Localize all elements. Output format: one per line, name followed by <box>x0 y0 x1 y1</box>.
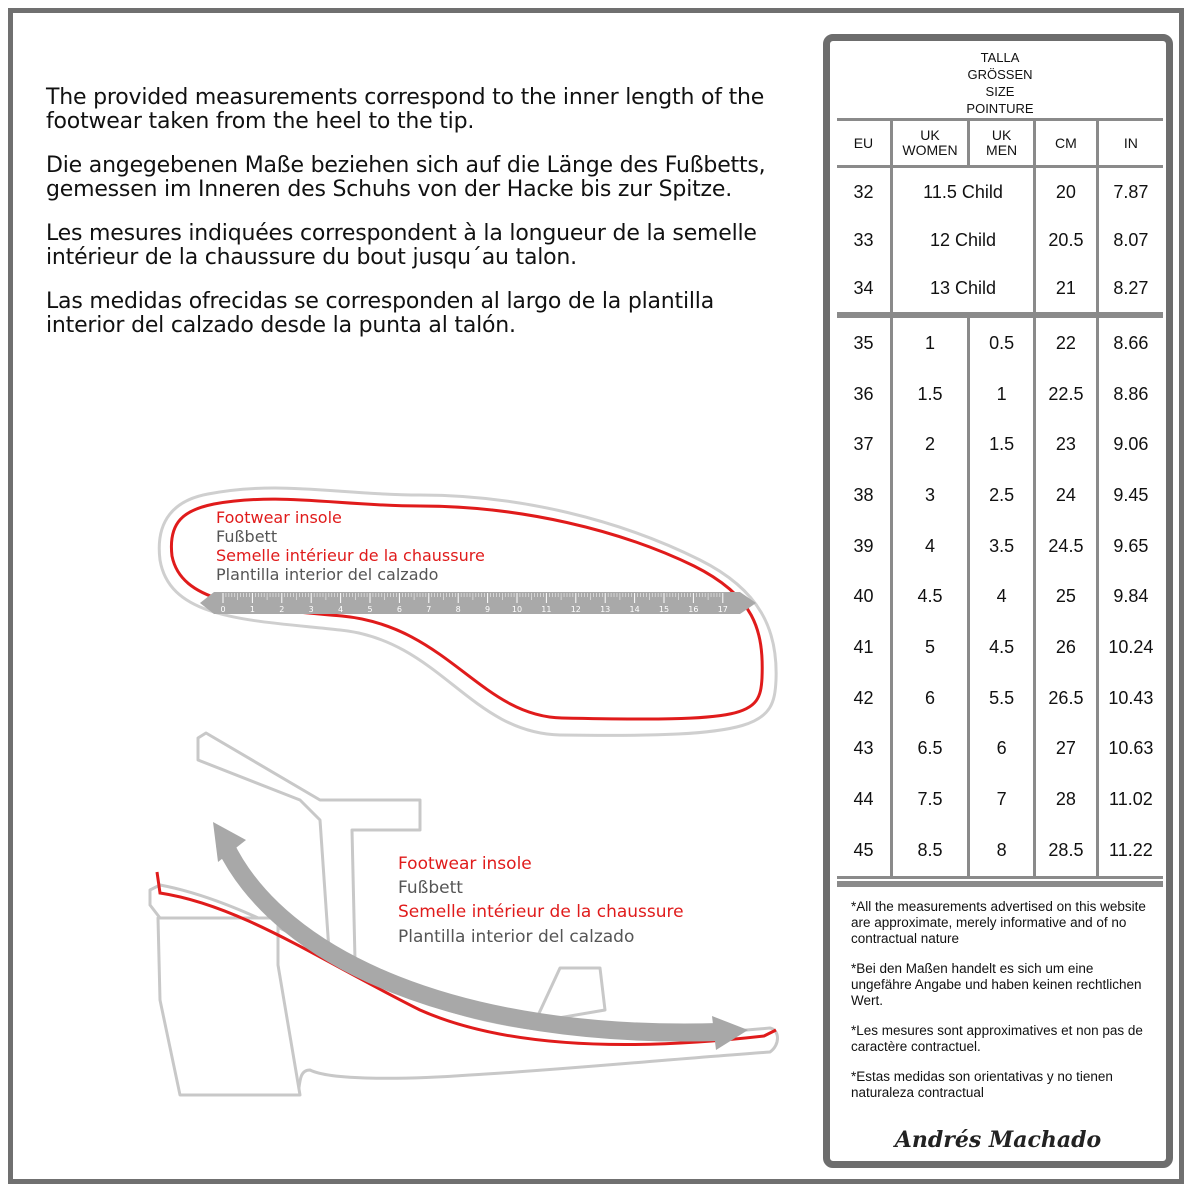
adult-rows <box>837 315 1163 877</box>
cell-cm: 24.5 <box>1035 521 1098 572</box>
cell-cm: 26 <box>1035 622 1098 673</box>
table-row <box>837 315 1163 369</box>
table-row <box>837 264 1163 315</box>
ruler-tick-label: 7 <box>426 605 432 614</box>
ruler-tick-label: 12 <box>570 605 581 614</box>
ruler-tick-label: 15 <box>658 605 670 614</box>
table-row <box>837 419 1163 470</box>
insole-label-es: Plantilla interior del calzado <box>216 565 439 584</box>
cell-in: 11.22 <box>1097 825 1163 877</box>
cell-in: 10.63 <box>1097 724 1163 775</box>
cell-eu: 36 <box>837 369 891 420</box>
table-row <box>837 673 1163 724</box>
cell-uk-women: 8.5 <box>891 825 968 877</box>
sandal-label-es: Plantilla interior del calzado <box>398 927 635 947</box>
ruler-tick-label: 4 <box>338 605 344 614</box>
header-uk-women <box>891 120 968 167</box>
cell-uk-men: 4 <box>969 571 1035 622</box>
insole-label-en: Footwear insole <box>216 508 342 527</box>
cell-in: 8.86 <box>1097 369 1163 420</box>
cell-uk-men: 1 <box>969 369 1035 420</box>
table-row <box>837 521 1163 572</box>
header-uk-women-line1: UK <box>920 127 940 143</box>
size-table-card <box>823 34 1173 1168</box>
cell-cm: 23 <box>1035 419 1098 470</box>
cell-in: 10.24 <box>1097 622 1163 673</box>
cell-uk-women: 6 <box>891 673 968 724</box>
cell-cm: 24 <box>1035 470 1098 521</box>
table-row <box>837 369 1163 420</box>
disclaimer-notes <box>837 881 1163 1115</box>
cell-uk-men: 4.5 <box>969 622 1035 673</box>
cell-uk-men: 7 <box>969 774 1035 825</box>
cell-in: 9.06 <box>1097 419 1163 470</box>
header-uk-men <box>969 120 1035 167</box>
cell-uk-child: 12 Child <box>891 216 1034 264</box>
brand-logo: Andrés Machado <box>894 1127 1102 1153</box>
cell-eu: 33 <box>837 216 891 264</box>
title-pointure: POINTURE <box>966 101 1034 116</box>
cell-uk-women: 1.5 <box>891 369 968 420</box>
header-eu: EU <box>837 120 891 167</box>
cell-cm: 27 <box>1035 724 1098 775</box>
cell-cm: 22.5 <box>1035 369 1098 420</box>
insole-label-fr: Semelle intérieur de la chaussure <box>216 546 485 565</box>
cell-cm: 20 <box>1035 167 1098 217</box>
size-table <box>837 48 1163 879</box>
note-es: *Estas medidas son orientativas y no tienen naturaleza contractual <box>851 1069 1113 1100</box>
cell-uk-women: 3 <box>891 470 968 521</box>
ruler-tick-label: 5 <box>367 605 373 614</box>
ruler-tick-label: 2 <box>279 605 285 614</box>
cell-in: 10.43 <box>1097 673 1163 724</box>
cell-cm: 22 <box>1035 315 1098 369</box>
cell-eu: 32 <box>837 167 891 217</box>
table-row <box>837 571 1163 622</box>
cell-in: 8.07 <box>1097 216 1163 264</box>
cell-uk-women: 7.5 <box>891 774 968 825</box>
intro-en: The provided measurements correspond to the inner length of the footwear taken from the heel to the tip. <box>46 85 765 134</box>
cell-in: 11.02 <box>1097 774 1163 825</box>
cell-in: 7.87 <box>1097 167 1163 217</box>
cell-eu: 34 <box>837 264 891 315</box>
cell-uk-men: 1.5 <box>969 419 1035 470</box>
table-row <box>837 825 1163 877</box>
sandal-label-de: Fußbett <box>398 878 463 898</box>
header-uk-men-line2: MEN <box>986 142 1018 158</box>
note-de: *Bei den Maßen handelt es sich um eine ungefähre Angabe und haben keinen rechtlichen Wert. <box>851 961 1142 1008</box>
sandal-label-en: Footwear insole <box>398 854 532 874</box>
header-uk-men-line1: UK <box>991 127 1012 143</box>
intro-fr: Les mesures indiquées correspondent à la longueur de la semelle intérieur de la chaussure du bout jusqu´au talon. <box>46 221 757 270</box>
table-row <box>837 774 1163 825</box>
cell-eu: 45 <box>837 825 891 877</box>
cell-in: 8.27 <box>1097 264 1163 315</box>
intro-de: Die angegebenen Maße beziehen sich auf die Länge des Fußbetts, gemessen im Inneren des Schuhs von der Hacke bis zur Spitze. <box>46 153 766 202</box>
cell-in: 8.66 <box>1097 315 1163 369</box>
sandal-toe-strap <box>535 968 605 1022</box>
table-row <box>837 470 1163 521</box>
cell-uk-men: 3.5 <box>969 521 1035 572</box>
title-talla: TALLA <box>980 50 1020 65</box>
sandal-label-fr: Semelle intérieur de la chaussure <box>398 902 684 922</box>
sandal-heel <box>158 918 300 1095</box>
ruler-tick-label: 3 <box>308 605 314 614</box>
cell-eu: 42 <box>837 673 891 724</box>
cell-cm: 21 <box>1035 264 1098 315</box>
cell-eu: 43 <box>837 724 891 775</box>
ruler-tick-label: 11 <box>541 605 552 614</box>
cell-eu: 41 <box>837 622 891 673</box>
title-size: SIZE <box>985 84 1015 99</box>
header-cm: CM <box>1035 120 1098 167</box>
cell-eu: 40 <box>837 571 891 622</box>
table-row <box>837 724 1163 775</box>
table-title <box>837 48 1163 120</box>
cell-cm: 26.5 <box>1035 673 1098 724</box>
cell-uk-men: 0.5 <box>969 315 1035 369</box>
ruler-tick-label: 1 <box>249 605 255 614</box>
ruler-tick-label: 10 <box>511 605 523 614</box>
ruler-tick-label: 13 <box>600 605 611 614</box>
cell-eu: 37 <box>837 419 891 470</box>
ruler-tick-label: 6 <box>396 605 402 614</box>
table-row <box>837 216 1163 264</box>
cell-eu: 35 <box>837 315 891 369</box>
note-en: *All the measurements advertised on this website are approximate, merely informative and of no contractual nature <box>851 899 1146 946</box>
ruler-tick-label: 14 <box>629 605 640 614</box>
ruler-tick-label: 16 <box>688 605 699 614</box>
cell-in: 9.84 <box>1097 571 1163 622</box>
cell-in: 9.65 <box>1097 521 1163 572</box>
cell-uk-women: 6.5 <box>891 724 968 775</box>
cell-uk-child: 13 Child <box>891 264 1034 315</box>
ruler-tick-label: 17 <box>717 605 728 614</box>
cell-uk-men: 5.5 <box>969 673 1035 724</box>
cell-uk-men: 2.5 <box>969 470 1035 521</box>
cell-uk-women: 2 <box>891 419 968 470</box>
cell-uk-women: 4 <box>891 521 968 572</box>
note-fr: *Les mesures sont approximatives et non pas de caractère contractuel. <box>851 1023 1143 1054</box>
ruler-tick-label: 8 <box>455 605 461 614</box>
title-groessen: GRÖSSEN <box>967 67 1033 82</box>
ruler-tick-label: 9 <box>485 605 491 614</box>
table-row <box>837 622 1163 673</box>
cell-uk-men: 6 <box>969 724 1035 775</box>
cell-cm: 28.5 <box>1035 825 1098 877</box>
cell-cm: 20.5 <box>1035 216 1098 264</box>
cell-cm: 28 <box>1035 774 1098 825</box>
child-rows <box>837 167 1163 316</box>
intro-es: Las medidas ofrecidas se corresponden al largo de la plantilla interior del calzado desde la punta al talón. <box>46 289 714 338</box>
table-row <box>837 167 1163 217</box>
cell-eu: 38 <box>837 470 891 521</box>
header-in: IN <box>1097 120 1163 167</box>
cell-eu: 39 <box>837 521 891 572</box>
header-uk-women-line2: WOMEN <box>902 142 958 158</box>
cell-uk-child: 11.5 Child <box>891 167 1034 217</box>
ruler-tick-label: 0 <box>220 605 226 614</box>
cell-cm: 25 <box>1035 571 1098 622</box>
cell-uk-women: 1 <box>891 315 968 369</box>
cell-in: 9.45 <box>1097 470 1163 521</box>
cell-uk-men: 8 <box>969 825 1035 877</box>
cell-eu: 44 <box>837 774 891 825</box>
cell-uk-women: 5 <box>891 622 968 673</box>
insole-label-de: Fußbett <box>216 527 278 546</box>
cell-uk-women: 4.5 <box>891 571 968 622</box>
